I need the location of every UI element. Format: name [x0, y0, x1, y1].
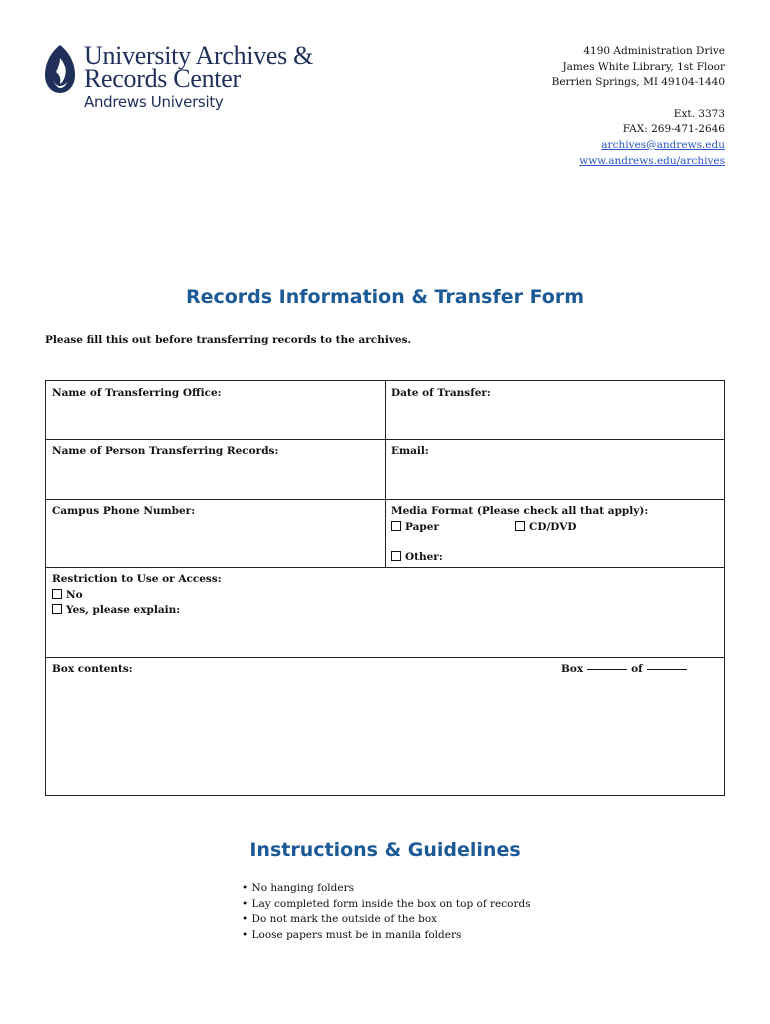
contact-address — [552, 44, 725, 169]
of-label: of — [631, 663, 643, 675]
other-checkbox[interactable] — [391, 551, 401, 561]
paper-label: Paper — [405, 520, 439, 533]
box-number-blank[interactable] — [587, 669, 627, 670]
website-link[interactable]: www.andrews.edu/archives — [579, 154, 725, 167]
restriction-field — [46, 567, 724, 657]
logo-university: Andrews University — [84, 93, 224, 111]
media-format-field — [385, 499, 724, 567]
email-link[interactable]: archives@andrews.edu — [601, 138, 725, 151]
no-label: No — [66, 588, 83, 601]
instructions-list — [242, 881, 531, 943]
address-city: Berrien Springs, MI 49104-1440 — [551, 76, 725, 89]
email-label: Email: — [391, 445, 429, 457]
address-building: James White Library, 1st Floor — [562, 60, 725, 73]
phone-field[interactable] — [46, 499, 385, 567]
phone-label: Campus Phone Number: — [52, 505, 196, 517]
cd-dvd-label: CD/DVD — [529, 520, 577, 533]
logo-line-1: University Archives & — [84, 41, 314, 70]
media-paper-option[interactable] — [391, 521, 439, 533]
phone-ext: Ext. 3373 — [673, 107, 725, 120]
box-label: Box — [561, 663, 584, 675]
restriction-yes-option[interactable] — [52, 603, 718, 619]
flame-icon — [44, 44, 76, 94]
office-label: Name of Transferring Office: — [52, 387, 222, 399]
box-number — [561, 662, 691, 678]
logo-line-2: Records Center — [84, 64, 241, 93]
no-checkbox[interactable] — [52, 589, 62, 599]
cd-dvd-checkbox[interactable] — [515, 521, 525, 531]
list-item: • No hanging folders — [242, 881, 531, 897]
date-field[interactable] — [385, 381, 724, 439]
box-contents-label: Box contents: — [52, 663, 133, 675]
form-intro: Please fill this out before transferring records to the archives. — [45, 334, 412, 346]
list-item: • Lay completed form inside the box on top of records — [242, 897, 531, 913]
yes-label: Yes, please explain: — [66, 604, 181, 616]
instructions-title: Instructions & Guidelines — [249, 839, 521, 861]
media-format-label: Media Format (Please check all that apply): — [391, 505, 649, 517]
other-label: Other: — [405, 551, 443, 563]
list-item: • Loose papers must be in manila folders — [242, 928, 531, 944]
box-contents-field[interactable] — [46, 657, 724, 795]
form-title: Records Information & Transfer Form — [185, 286, 585, 308]
fax-number: FAX: 269-471-2646 — [622, 123, 725, 136]
box-total-blank[interactable] — [647, 669, 687, 670]
restriction-no-option[interactable] — [52, 588, 718, 604]
yes-checkbox[interactable] — [52, 604, 62, 614]
media-other-option[interactable] — [391, 550, 718, 566]
person-field[interactable] — [46, 439, 385, 499]
email-field[interactable] — [385, 439, 724, 499]
media-cd-option[interactable] — [515, 520, 576, 536]
address-street: 4190 Administration Drive — [583, 45, 725, 57]
office-field[interactable] — [46, 381, 385, 439]
paper-checkbox[interactable] — [391, 521, 401, 531]
date-label: Date of Transfer: — [391, 387, 491, 399]
person-label: Name of Person Transferring Records: — [52, 445, 279, 457]
transfer-form — [45, 380, 725, 796]
logo — [44, 41, 314, 111]
restriction-label: Restriction to Use or Access: — [52, 573, 222, 585]
list-item: • Do not mark the outside of the box — [242, 912, 531, 928]
